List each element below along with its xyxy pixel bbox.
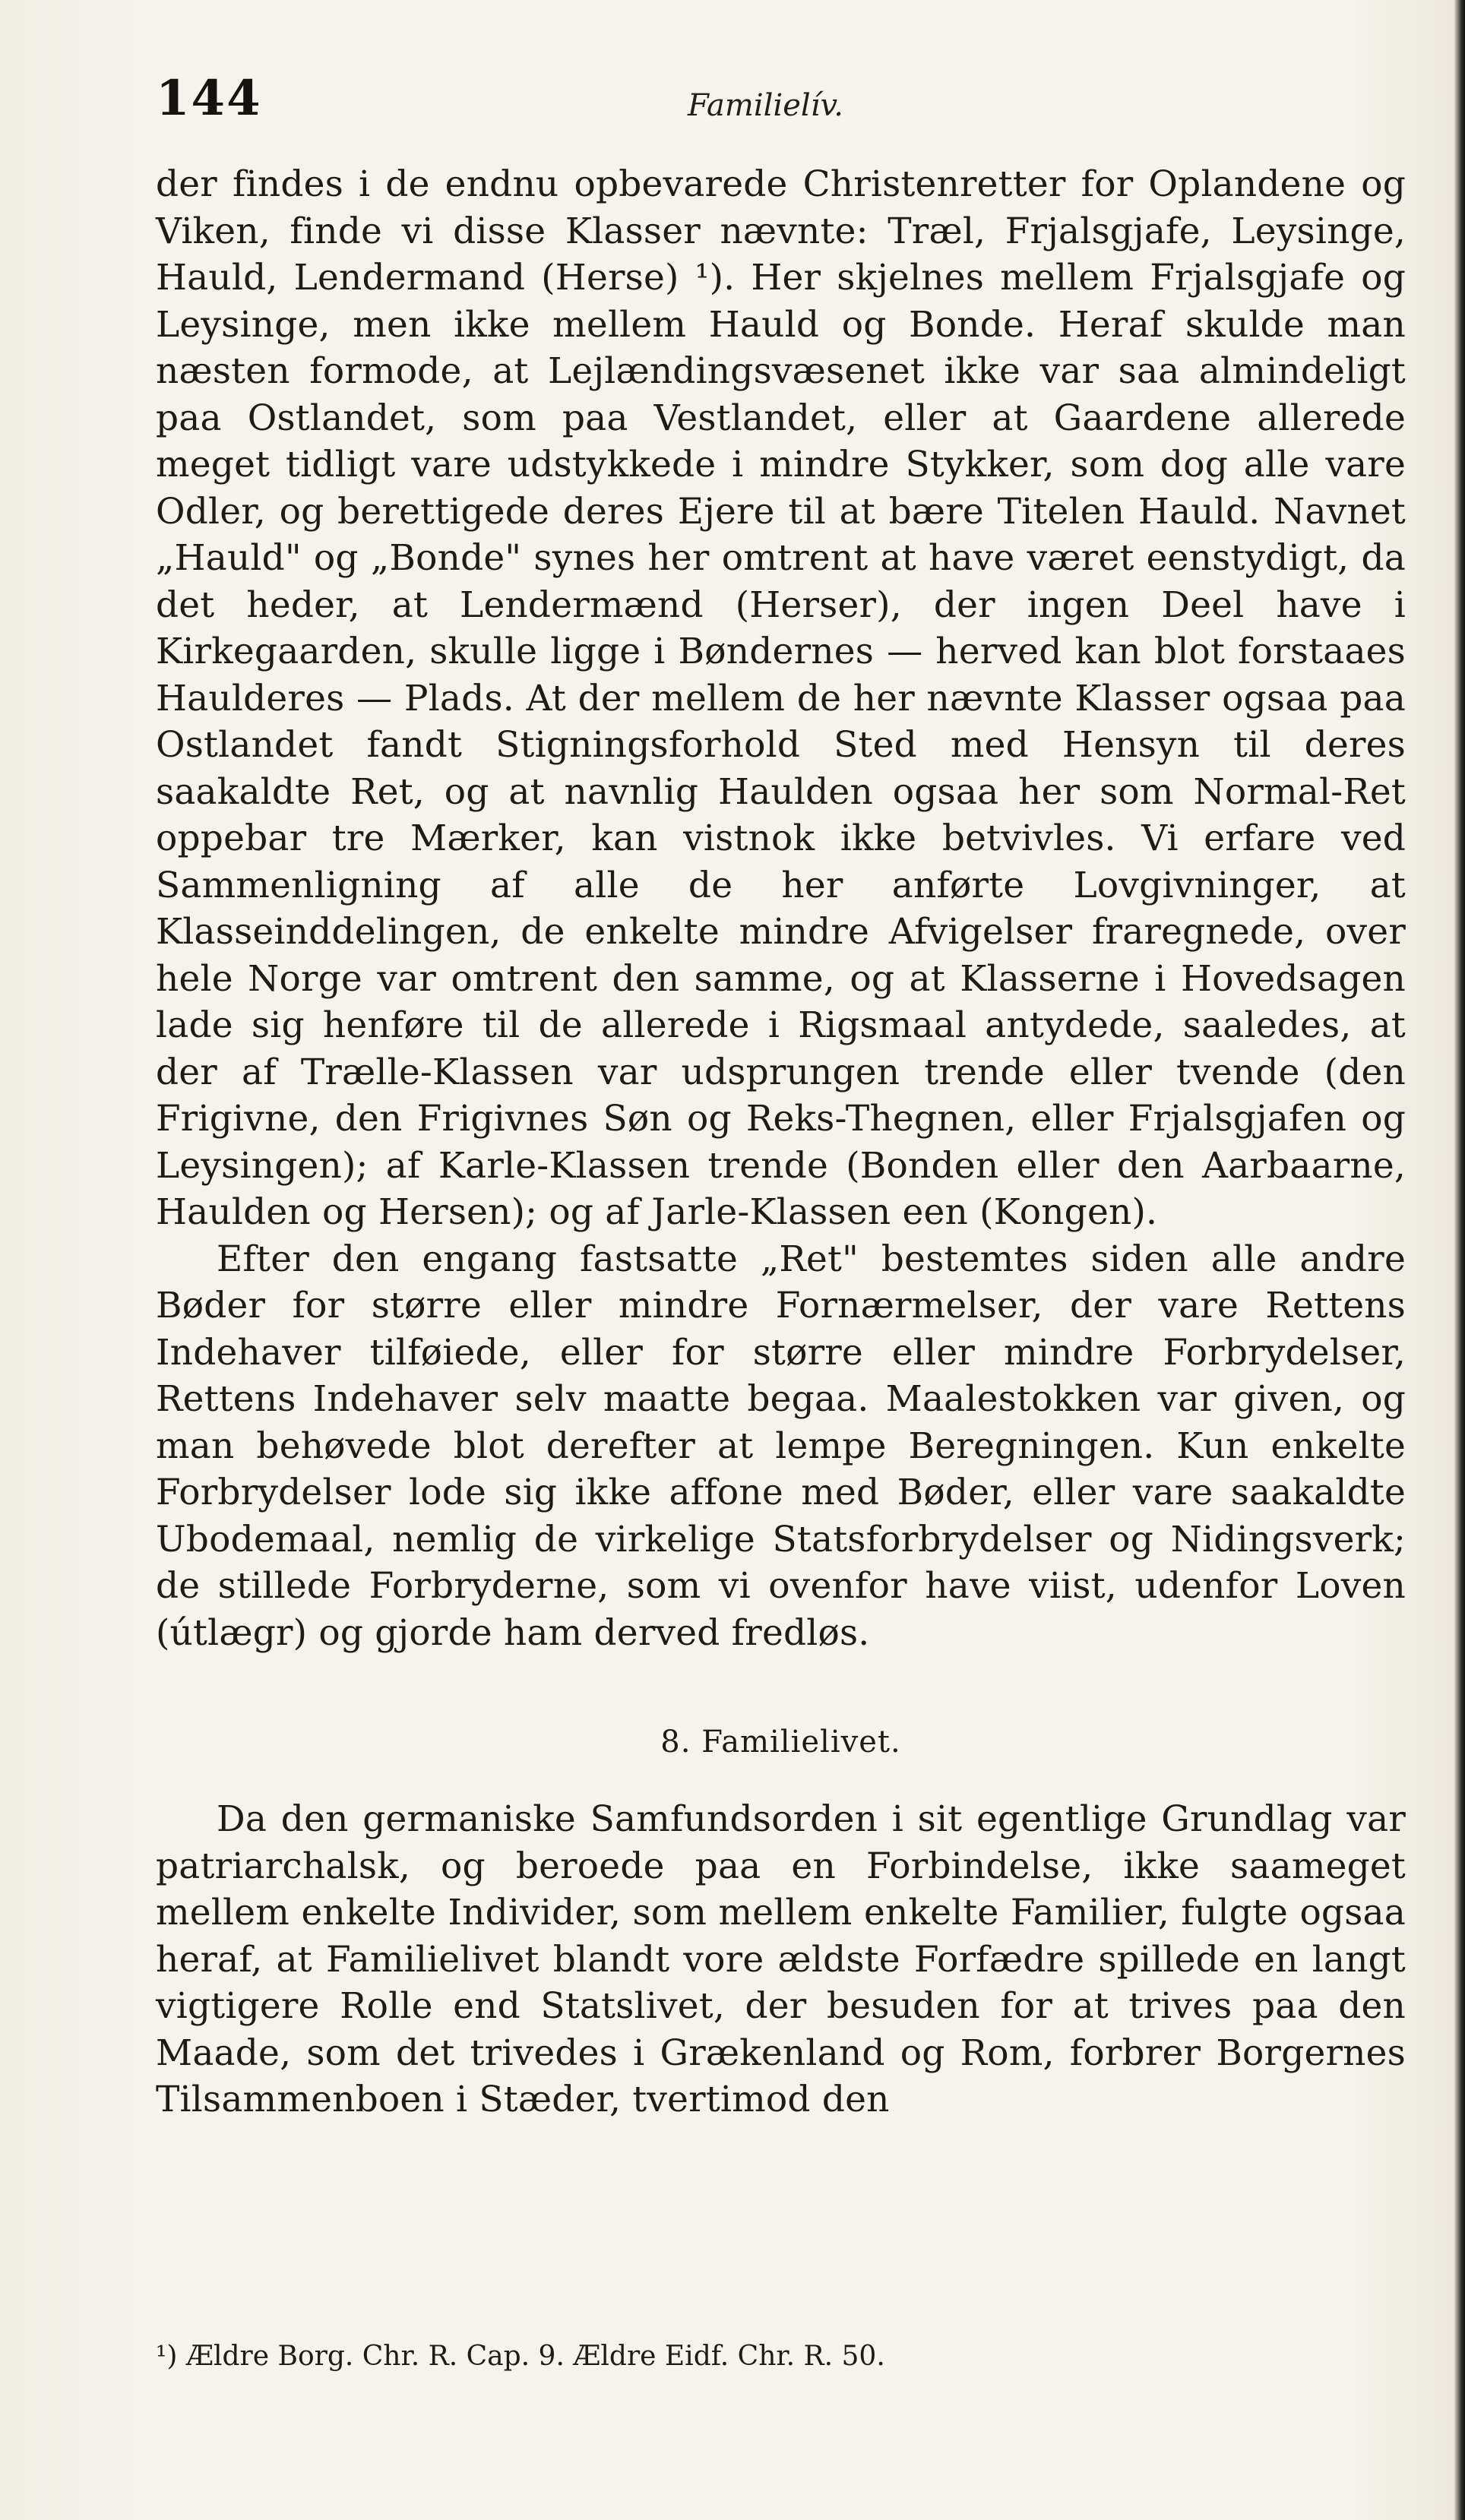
section-heading [156,1725,1406,1760]
page-header [156,70,1402,138]
paragraph-3: Da den germaniske Samfundsorden i sit egentlige Grundlag var patriarchalsk, og beroede paa en Forbindelse, ikke saameget mellem enkelte Individer, som mellem enkelte Familier, fulgte ogsaa heraf, at Familielivet blandt vore ældste Forfædre spillede en langt vigtigere Rolle end Statslivet, der besuden for at trives paa den Maade, som det trivedes i Grækenland og Rom, forbrer Borgernes Tilsammenboen i Stæder, tvertimod den [156,1798,1406,2120]
footnote-mark: ¹) [156,2341,178,2372]
footnote-separator [156,2283,1406,2284]
section-number: 8. [660,1725,691,1760]
footnote-text: Ældre Borg. Chr. R. Cap. 9. Ældre Eidf. Chr. R. 50. [185,2341,885,2372]
footnote [156,2340,885,2373]
section-title: Familielivet. [701,1725,901,1760]
page-edge [1454,0,1465,2520]
running-head: Familielív. [688,88,844,123]
page-number: 144 [156,70,262,127]
paragraph-2: Efter den engang fastsatte „Ret" bestemtes siden alle andre Bøder for større eller mindre Fornærmelser, der vare Rettens Indehaver tilføiede, eller for større eller mindre Forbrydelser, Rettens Indehaver selv maatte begaa. Maalestokken var given, og man behøvede blot derefter at lempe Beregningen. Kun enkelte Forbrydelser lode sig ikke affone med Bøder, eller vare saakaldte Ubodemaal, nemlig de virkelige Statsforbrydelser og Nidingsverk; de stillede Forbryderne, som vi ovenfor have viist, udenfor Loven (útlægr) og gjorde ham derved fredløs. [156,1238,1406,1654]
page-body [156,161,1406,2123]
paragraph-1: der findes i de endnu opbevarede Christenretter for Oplandene og Viken, finde vi disse Klasser nævnte: Træl, Frjalsgjafe, Leysinge, Hauld, Lendermand (Herse) ¹). Her skjelnes mellem Frjalsgjafe og Leysinge, men ikke mellem Hauld og Bonde. Heraf skulde man næsten formode, at Lejlændingsvæsenet ikke var saa almindeligt paa Ostlandet, som paa Vestlandet, eller at Gaardene allerede meget tidligt vare udstykkede i mindre Stykker, som dog alle vare Odler, og berettigede deres Ejere til at bære Titelen Hauld. Navnet „Hauld" og „Bonde" synes her omtrent at have været eenstydigt, da det heder, at Lendermænd (Herser), der ingen Deel have i Kirkegaarden, skulle ligge i Bøndernes — herved kan blot forstaaes Haulderes — Plads. At der mellem de her nævnte Klasser ogsaa paa Ostlandet fandt Stigningsforhold Sted med Hensyn til deres saakaldte Ret, og at navnlig Haulden ogsaa her som Normal-Ret oppebar tre Mærker, kan vistnok ikke betvivles. Vi erfare ved Sammenligning af alle de her anførte Lovgivninger, at Klasseinddelingen, de enkelte mindre Afvigelser fraregnede, over hele Norge var omtrent den samme, og at Klasserne i Hovedsagen lade sig henføre til de allerede i Rigsmaal antydede, saaledes, at der af Trælle-Klassen var udsprungen trende eller tvende (den Frigivne, den Frigivnes Søn og Reks-Thegnen, eller Frjalsgjafen og Leysingen); af Karle-Klassen trende (Bonden eller den Aarbaarne, Haulden og Hersen); og af Jarle-Klassen een (Kongen). [156,163,1406,1233]
